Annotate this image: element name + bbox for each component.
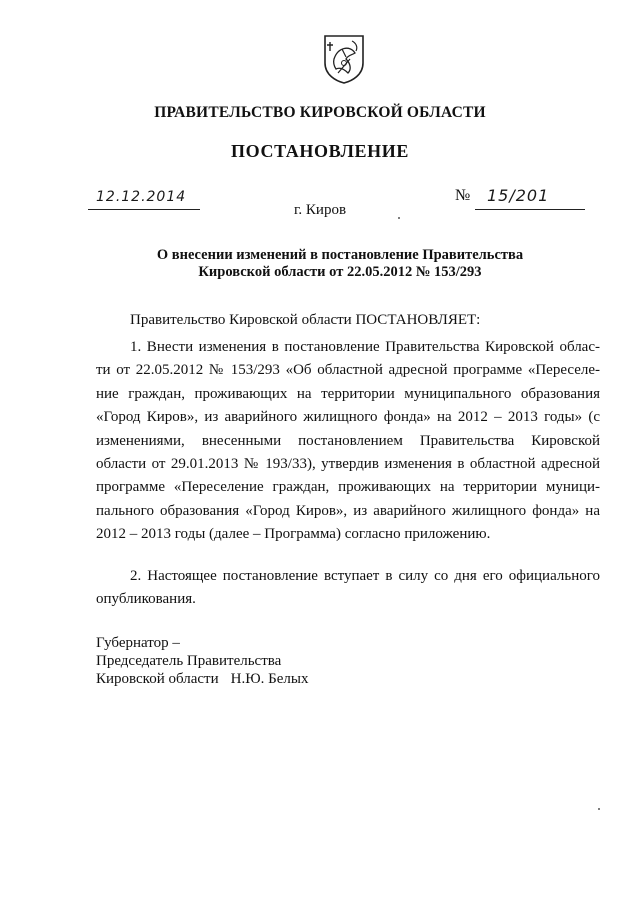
paragraph-line: пального образования «Город Киров», из аварийного жилищного фонда» на: [96, 502, 600, 519]
government-title: ПРАВИТЕЛЬСТВО КИРОВСКОЙ ОБЛАСТИ: [154, 104, 486, 121]
number-label: №: [455, 187, 471, 204]
subject-line: О внесении изменений в постановление Правительства: [156, 247, 524, 263]
paragraph-line: области от 29.01.2013 № 193/33), утвердив изменения в областной адресной: [96, 456, 600, 473]
scan-speck: [598, 808, 600, 810]
signature-position-line: [96, 670, 308, 688]
signature-position: Губернатор –: [96, 635, 180, 651]
scan-speck: [398, 217, 400, 219]
paragraph-line: ти от 22.05.2012 № 153/293 «Об областной адресной программе «Переселе-: [96, 362, 600, 379]
paragraph-line: опубликования.: [96, 591, 196, 608]
paragraph-line: программе «Переселение граждан, проживающих на территории муници-: [96, 479, 600, 496]
paragraph-line: 1. Внести изменения в постановление Правительства Кировской облас-: [130, 339, 600, 355]
document-type: ПОСТАНОВЛЕНИЕ: [231, 141, 409, 161]
signature-block: [96, 634, 308, 688]
paragraph-2: [96, 565, 600, 612]
paragraph-line: ние граждан, проживающих на территории муниципального образования: [96, 385, 600, 402]
paragraph-1: [96, 336, 600, 547]
document-subject: [140, 247, 540, 281]
paragraph-line: изменениями, внесенными постановлением Правительства Кировской: [96, 432, 600, 449]
paragraph-line: «Город Киров», из аварийного жилищного фонда» на 2012 – 2013 годы» (с: [96, 409, 600, 426]
signature-position: Председатель Правительства: [96, 653, 282, 669]
document-date: 12.12.2014: [96, 189, 187, 205]
preamble: Правительство Кировской области ПОСТАНОВЛЯЕТ:: [130, 312, 481, 328]
coat-of-arms-icon: [322, 33, 366, 85]
signature-region: Кировской области: [96, 671, 219, 687]
paragraph-line: 2. Настоящее постановление вступает в силу со дня его официального: [130, 568, 600, 584]
subject-line: Кировской области от 22.05.2012 № 153/293: [198, 264, 482, 280]
city: г. Киров: [293, 202, 347, 218]
paragraph-line: 2012 – 2013 годы (далее – Программа) согласно приложению.: [96, 526, 491, 543]
signatory-name: Н.Ю. Белых: [230, 671, 309, 687]
document-number: 15/201: [487, 186, 550, 205]
